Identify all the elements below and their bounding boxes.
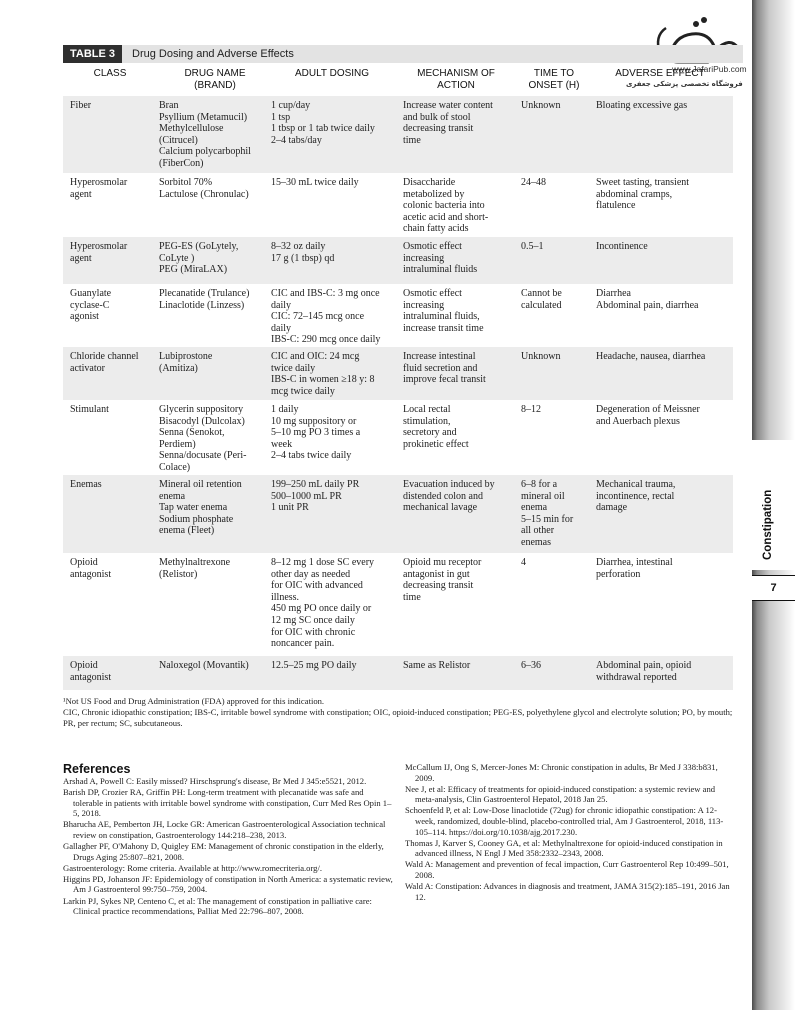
cell-adverse: Sweet tasting, transient abdominal cramps, flatulence xyxy=(596,177,690,212)
cell-dosing: 1 cup/day 1 tsp 1 tbsp or 1 tab twice daily 2–4 tabs/day xyxy=(271,100,375,146)
column-header-mechanism: MECHANISM OF ACTION xyxy=(417,68,495,91)
references-heading: References xyxy=(63,762,131,776)
reference-item[interactable]: Schoenfeld P, et al: Low-Dose linaclotide (72ug) for chronic idiopathic constipation: A 12-week, randomized, double-blind, placebo-controlled trial, Am J Gastroenterol, 2018, 113-105–114. https://doi.org/10.1038/ajg.2017.230. xyxy=(405,805,724,837)
cell-dosing: CIC and IBS-C: 3 mg once daily CIC: 72–145 mcg once daily IBS-C: 290 mcg once daily xyxy=(271,288,381,346)
cell-adverse: Mechanical trauma, incontinence, rectal damage xyxy=(596,479,676,514)
references-right-column xyxy=(405,762,735,903)
table-footnote-fda: ¹Not US Food and Drug Administration (FDA) approved for this indication. xyxy=(63,696,325,706)
cell-class: Chloride channel activator xyxy=(70,351,139,374)
table-row xyxy=(63,347,733,400)
cell-class: Enemas xyxy=(70,479,102,490)
cell-class: Opioid antagonist xyxy=(70,660,112,683)
cell-dosing: 8–32 oz daily 17 g (1 tbsp) qd xyxy=(271,241,335,264)
cell-onset: Cannot be calculated xyxy=(521,288,562,311)
cell-drug: Bran Psyllium (Metamucil) Methylcellulose (Citrucel) Calcium polycarbophil (FiberCon) xyxy=(159,100,251,169)
table-footnote-abbreviations: CIC, Chronic idiopathic constipation; IBS-C, irritable bowel syndrome with constipation; OIC, opioid-induced constipation; PEG-ES, polyethylene glycol and electrolyte solution; PO, by mouth; PR, per rectum; SC, subcutaneous. xyxy=(63,707,733,728)
column-header-class: CLASS xyxy=(93,68,127,79)
cell-class: Fiber xyxy=(70,100,92,111)
reference-item: Thomas J, Karver S, Cooney GA, et al: Methylnaltrexone for opioid-induced constipation in advanced illness, N Engl J Med 358:2332–2343, 2008. xyxy=(405,837,723,859)
cell-dosing: 12.5–25 mg PO daily xyxy=(271,660,357,671)
reference-item: Arshad A, Powell C: Easily missed? Hirschsprung's disease, Br Med J 345:e5521, 2012. xyxy=(63,776,367,786)
table-row xyxy=(63,656,733,690)
cell-drug: Sorbitol 70% Lactulose (Chronulac) xyxy=(159,177,249,200)
cell-adverse: Degeneration of Meissner and Auerbach plexus xyxy=(596,404,700,427)
cell-class: Guanylate cyclase-C agonist xyxy=(70,288,112,323)
cell-mechanism: Same as Relistor xyxy=(403,660,471,671)
cell-onset: 4 xyxy=(521,557,526,568)
cell-drug: Mineral oil retention enema Tap water enema Sodium phosphate enema (Fleet) xyxy=(159,479,242,537)
table-row xyxy=(63,553,733,656)
cell-adverse: Headache, nausea, diarrhea xyxy=(596,351,706,362)
table-row xyxy=(63,284,733,347)
cell-onset: 8–12 xyxy=(521,404,541,415)
watermark-text: فروشگاه تخصصی پزشکی جعفری xyxy=(626,80,743,88)
reference-item: Bharucha AE, Pemberton JH, Locke GR: American Gastroenterological Association technical review on constipation, Gastroenterology 144:218–238, 2013. xyxy=(63,819,386,840)
cell-adverse: Bloating excessive gas xyxy=(596,100,688,111)
cell-dosing: 1 daily 10 mg suppository or 5–10 mg PO 3 times a week 2–4 tabs twice daily xyxy=(271,404,361,462)
reference-item: Nee J, et al: Efficacy of treatments for opioid-induced constipation: a systemic review and meta-analysis, Clin Gastroenterol Hepatol, 2018 Jan 25. xyxy=(405,783,716,805)
cell-mechanism: Opioid mu receptor antagonist in gut decreasing transit time xyxy=(403,557,482,603)
reference-item: Larkin PJ, Sykes NP, Centeno C, et al: The management of constipation in palliative care: Clinical practice recommendations, Palliat Med 22:796–807, 2008. xyxy=(63,895,372,917)
cell-adverse: Abdominal pain, opioid withdrawal reported xyxy=(596,660,692,683)
cell-drug: Lubiprostone (Amitiza) xyxy=(159,351,213,374)
cell-onset: Unknown xyxy=(521,351,561,362)
cell-adverse: Diarrhea Abdominal pain, diarrhea xyxy=(596,288,699,311)
reference-item: Wald A: Management and prevention of fecal impaction, Curr Gastroenterol Rep 10:499–501, 2008. xyxy=(405,859,729,880)
cell-mechanism: Disaccharide metabolized by colonic bacteria into acetic acid and short- chain fatty acids xyxy=(403,177,489,235)
cell-onset: Unknown xyxy=(521,100,561,111)
cell-adverse: Diarrhea, intestinal perforation xyxy=(596,557,673,580)
reference-item[interactable]: Gastroenterology: Rome criteria. Available at http://www.romecriteria.org/. xyxy=(63,862,323,873)
cell-mechanism: Local rectal stimulation, secretory and prokinetic effect xyxy=(403,404,469,450)
section-label: Constipation xyxy=(762,489,774,560)
table-row xyxy=(63,96,733,173)
cell-class: Hyperosmolar agent xyxy=(70,241,128,264)
cell-mechanism: Osmotic effect increasing intraluminal fluids, increase transit time xyxy=(403,288,484,334)
reference-item: McCallum IJ, Ong S, Mercer-Jones M: Chronic constipation in adults, Br Med J 338:b831, 2009. xyxy=(405,762,718,783)
cell-mechanism: Evacuation induced by distended colon and mechanical lavage xyxy=(403,479,495,514)
cell-class: Hyperosmolar agent xyxy=(70,177,128,200)
reference-item: Higgins PD, Johanson JF: Epidemiology of constipation in North America: a systematic review, Am J Gastroenterol 99:750–759, 2004. xyxy=(63,873,393,895)
cell-dosing: 15–30 mL twice daily xyxy=(271,177,359,188)
cell-drug: Glycerin suppository Bisacodyl (Dulcolax) Senna (Senokot, Perdiem) Senna/docusate (Peri- Colace) xyxy=(159,404,247,473)
cell-drug: Plecanatide (Trulance) Linaclotide (Linzess) xyxy=(159,288,250,311)
column-header-dosing: ADULT DOSING xyxy=(294,68,370,79)
cell-dosing: 199–250 mL daily PR 500–1000 mL PR 1 unit PR xyxy=(271,479,360,514)
watermark-url: www.JafariPub.com xyxy=(672,64,747,74)
references-left-column xyxy=(63,776,393,917)
column-header-adverse: ADVERSE EFFECT xyxy=(615,68,705,79)
table-row xyxy=(63,173,733,237)
cell-mechanism: Increase water content and bulk of stool decreasing transit time xyxy=(403,100,493,146)
reference-item: Barish DP, Crozier RA, Griffin PH: Long-term treatment with plecanatide was safe and tolerable in patients with irritable bowel syndrome with constipation, Curr Med Res Opin 1–5, 2018. xyxy=(63,787,392,819)
cell-onset: 6–8 for a mineral oil enema 5–15 min for all other enemas xyxy=(521,479,574,548)
column-header-drug: DRUG NAME (BRAND) xyxy=(184,68,246,91)
cell-adverse: Incontinence xyxy=(596,241,648,252)
table-title: Drug Dosing and Adverse Effects xyxy=(132,48,294,60)
cell-drug: Methylnaltrexone (Relistor) xyxy=(159,557,231,580)
reference-item: Gallagher PF, O'Mahony D, Quigley EM: Management of chronic constipation in the elderly, Drugs Aging 25:807–821, 2008. xyxy=(63,841,384,862)
cell-dosing: CIC and OIC: 24 mcg twice daily IBS-C in women ≥18 y: 8 mcg twice daily xyxy=(271,351,375,397)
cell-mechanism: Increase intestinal fluid secretion and improve fecal transit xyxy=(403,351,486,386)
cell-drug: PEG-ES (GoLytely, CoLyte ) PEG (MiraLAX) xyxy=(159,241,239,276)
reference-item: Wald A: Constipation: Advances in diagnosis and treatment, JAMA 315(2):185–191, 2016 Jan 12. xyxy=(405,881,730,902)
table-row xyxy=(63,475,733,553)
cell-class: Opioid antagonist xyxy=(70,557,112,580)
cell-class: Stimulant xyxy=(70,404,109,415)
cell-onset: 24–48 xyxy=(521,177,546,188)
table-row xyxy=(63,237,733,284)
cell-dosing: 8–12 mg 1 dose SC every other day as needed for OIC with advanced illness. 450 mg PO once daily or 12 mg SC once daily for OIC with chronic noncancer pain. xyxy=(271,557,375,650)
column-header-onset: TIME TO ONSET (H) xyxy=(528,68,580,91)
cell-mechanism: Osmotic effect increasing intraluminal fluids xyxy=(403,241,478,276)
cell-onset: 0.5–1 xyxy=(521,241,544,252)
cell-onset: 6–36 xyxy=(521,660,541,671)
table-number-badge: TABLE 3 xyxy=(63,45,122,63)
cell-drug: Naloxegol (Movantik) xyxy=(159,660,249,671)
page-number: 7 xyxy=(752,575,795,601)
table-row xyxy=(63,400,733,475)
